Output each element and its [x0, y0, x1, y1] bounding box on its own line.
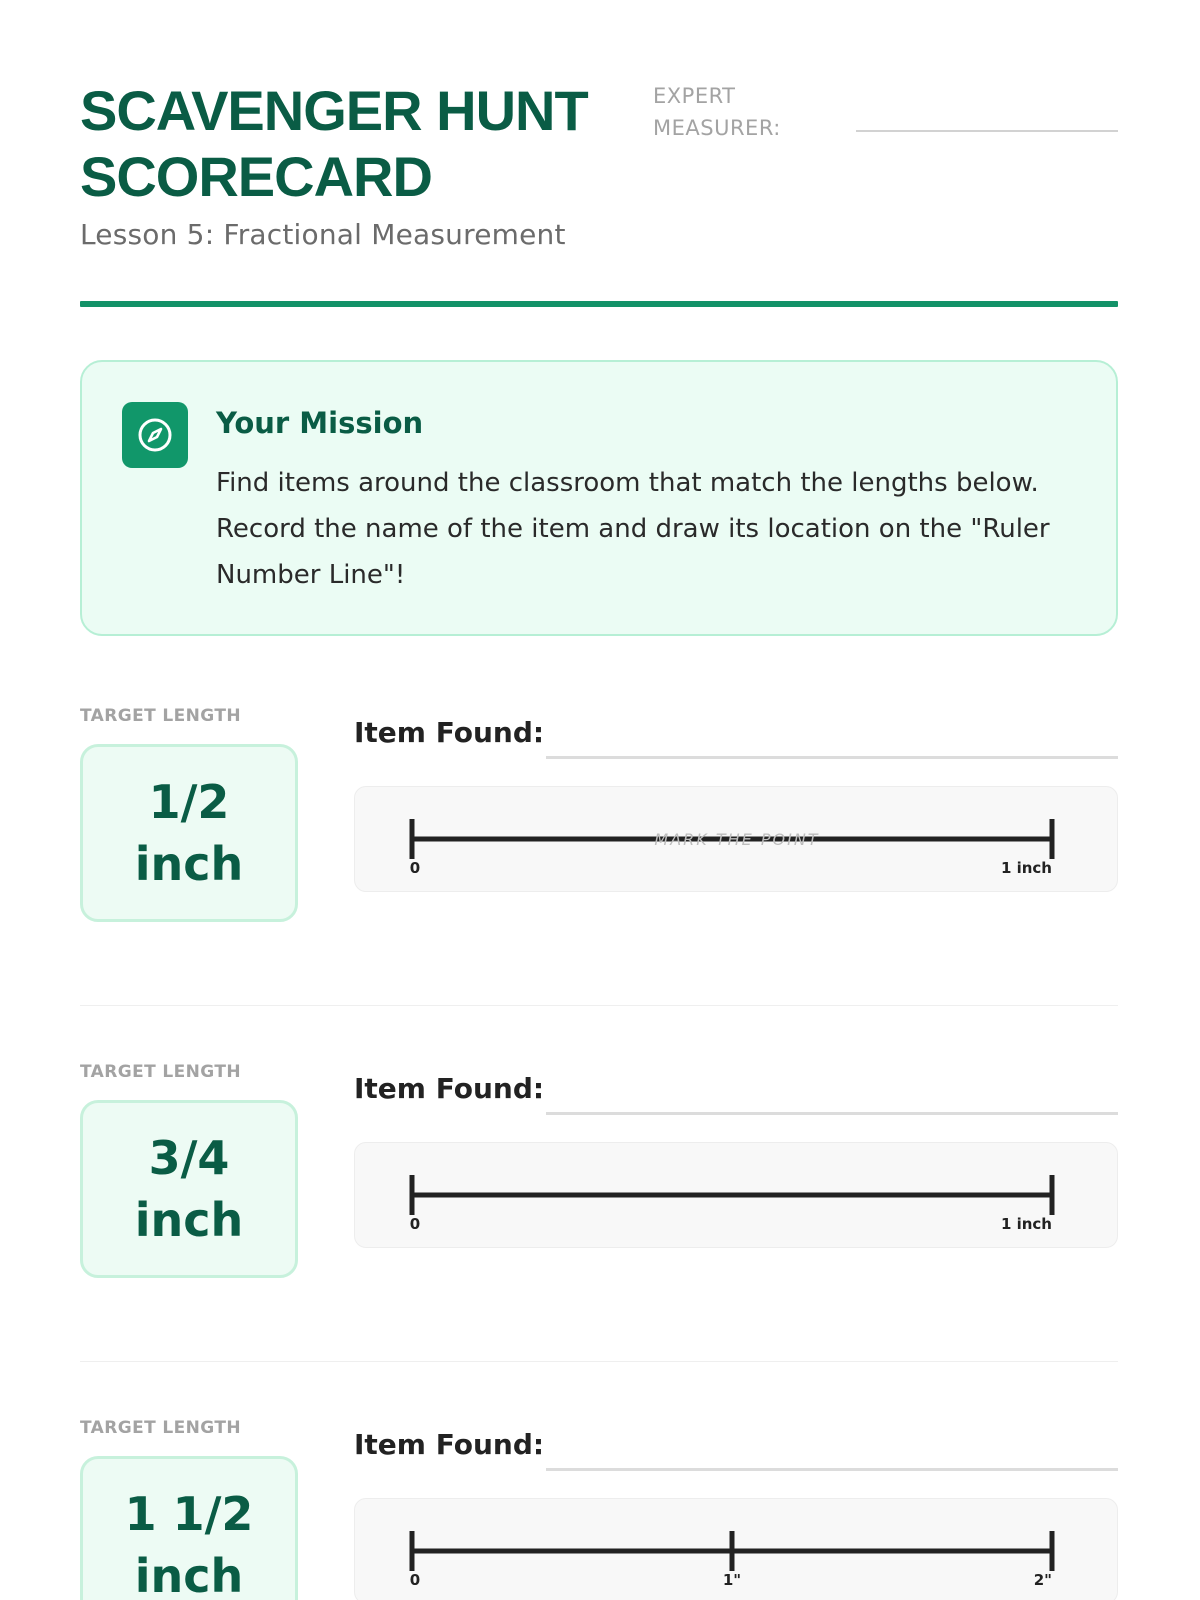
- ruler-label-start: 0: [409, 859, 421, 877]
- item-found-field[interactable]: [546, 1468, 1118, 1471]
- target-row-1: [80, 706, 1118, 1006]
- target-length-card: [80, 1456, 298, 1600]
- target-row-2: [80, 1062, 1118, 1362]
- measurer-label-line-1: EXPERT: [653, 84, 736, 108]
- target-label: TARGET LENGTH: [80, 1418, 241, 1438]
- target-unit: inch: [134, 837, 244, 891]
- ruler-hint: MARK THE POINT: [654, 830, 820, 849]
- row-divider: [80, 1005, 1118, 1006]
- target-row-3: [80, 1418, 1118, 1600]
- ruler-label-start: 0: [409, 1215, 421, 1233]
- mission-title: Your Mission: [216, 406, 424, 440]
- item-found-field[interactable]: [546, 756, 1118, 759]
- measurer-name-field[interactable]: [856, 130, 1118, 132]
- target-value: 1 1/2: [124, 1487, 254, 1541]
- target-value: 1/2: [148, 775, 230, 829]
- mission-text: Find items around the classroom that match the lengths below. Record the name of the item and draw its location on the "Ruler Number Line"!: [216, 468, 1050, 590]
- title-line-1: SCAVENGER HUNT: [80, 79, 588, 142]
- ruler-number-line[interactable]: [354, 1142, 1118, 1248]
- compass-icon: [122, 402, 188, 468]
- ruler-number-line[interactable]: [354, 786, 1118, 892]
- ruler-label-mid: 1": [722, 1571, 742, 1589]
- item-found-field[interactable]: [546, 1112, 1118, 1115]
- header: [80, 78, 1118, 308]
- item-found-label: Item Found:: [354, 716, 545, 749]
- target-unit: inch: [134, 1549, 244, 1600]
- target-label: TARGET LENGTH: [80, 1062, 241, 1082]
- ruler-label-end: 1 inch: [1000, 1215, 1052, 1233]
- target-label: TARGET LENGTH: [80, 706, 241, 726]
- measurer-label-line-2: MEASURER:: [653, 116, 781, 140]
- item-found-label: Item Found:: [354, 1428, 545, 1461]
- page-title: [80, 78, 640, 210]
- item-found-label: Item Found:: [354, 1072, 545, 1105]
- measurer-label: [653, 80, 803, 144]
- header-divider: [80, 301, 1118, 307]
- ruler-label-start: 0: [409, 1571, 421, 1589]
- mission-box: [80, 360, 1118, 636]
- target-value: 3/4: [148, 1131, 230, 1185]
- page-subtitle: Lesson 5: Fractional Measurement: [80, 218, 566, 251]
- scorecard-page: [80, 0, 1118, 1600]
- row-divider: [80, 1361, 1118, 1362]
- title-line-2: SCORECARD: [80, 145, 432, 208]
- ruler-label-end: 2": [1033, 1571, 1052, 1589]
- target-length-card: [80, 1100, 298, 1278]
- ruler-label-end: 1 inch: [1000, 859, 1052, 877]
- target-unit: inch: [134, 1193, 244, 1247]
- target-length-card: [80, 744, 298, 922]
- ruler-number-line[interactable]: [354, 1498, 1118, 1600]
